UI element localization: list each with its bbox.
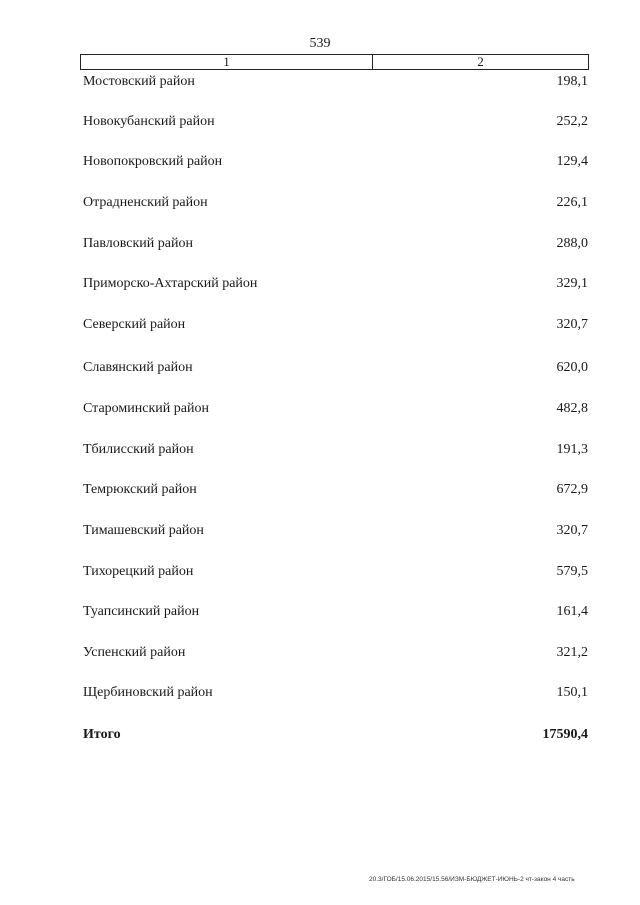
total-row xyxy=(83,725,588,745)
district-name: Тимашевский район xyxy=(83,523,204,538)
table-row xyxy=(83,399,588,419)
column-header-2: 2 xyxy=(477,54,484,69)
table-row xyxy=(83,274,588,294)
district-value: 321,2 xyxy=(556,645,588,660)
table-row xyxy=(83,480,588,500)
district-value: 191,3 xyxy=(556,442,588,457)
district-name: Отрадненский район xyxy=(83,195,208,210)
district-name: Новокубанский район xyxy=(83,114,215,129)
district-value: 320,7 xyxy=(556,523,588,538)
district-value: 252,2 xyxy=(556,114,588,129)
district-name: Туапсинский район xyxy=(83,604,200,619)
table-row xyxy=(83,562,588,582)
district-value: 482,8 xyxy=(556,401,588,416)
district-value: 620,0 xyxy=(556,360,588,375)
column-header-1: 1 xyxy=(81,55,373,69)
district-name: Новопокровский район xyxy=(83,154,223,169)
district-value: 129,4 xyxy=(556,154,588,169)
district-name: Мостовский район xyxy=(83,74,195,89)
total-label: Итого xyxy=(83,727,121,742)
district-name: Славянский район xyxy=(83,360,193,375)
district-value: 288,0 xyxy=(556,236,588,251)
total-value: 17590,4 xyxy=(542,727,588,742)
table-row xyxy=(83,72,588,92)
district-name: Тбилисский район xyxy=(83,442,194,457)
table-row xyxy=(83,683,588,703)
district-name: Темрюкский район xyxy=(83,482,197,497)
document-footer: 20.3/ГОБ/15.06.2015/15.56/ИЗМ-БЮДЖЕТ-ИЮНЬ-2 чт-закон 4 часть xyxy=(369,876,575,883)
table-header xyxy=(80,54,589,70)
table-row xyxy=(83,193,588,213)
district-name: Павловский район xyxy=(83,236,193,251)
page-number: 539 xyxy=(309,36,331,51)
district-value: 320,7 xyxy=(556,317,588,332)
district-value: 150,1 xyxy=(556,685,588,700)
district-name: Успенский район xyxy=(83,645,186,660)
district-value: 329,1 xyxy=(556,276,588,291)
district-value: 161,4 xyxy=(556,604,588,619)
district-name: Тихорецкий район xyxy=(83,564,194,579)
district-name: Северский район xyxy=(83,317,186,332)
table-row xyxy=(83,643,588,663)
district-value: 579,5 xyxy=(556,564,588,579)
table-row xyxy=(83,112,588,132)
district-value: 672,9 xyxy=(556,482,588,497)
table-row xyxy=(83,440,588,460)
district-name: Староминский район xyxy=(83,401,209,416)
table-row xyxy=(83,234,588,254)
district-value: 226,1 xyxy=(556,195,588,210)
table-row xyxy=(83,521,588,541)
table-row xyxy=(83,315,588,335)
table-row xyxy=(83,602,588,622)
table-row xyxy=(83,358,588,378)
table-row xyxy=(83,152,588,172)
district-value: 198,1 xyxy=(556,74,588,89)
district-name: Щербиновский район xyxy=(83,685,213,700)
district-name: Приморско-Ахтарский район xyxy=(83,276,258,291)
